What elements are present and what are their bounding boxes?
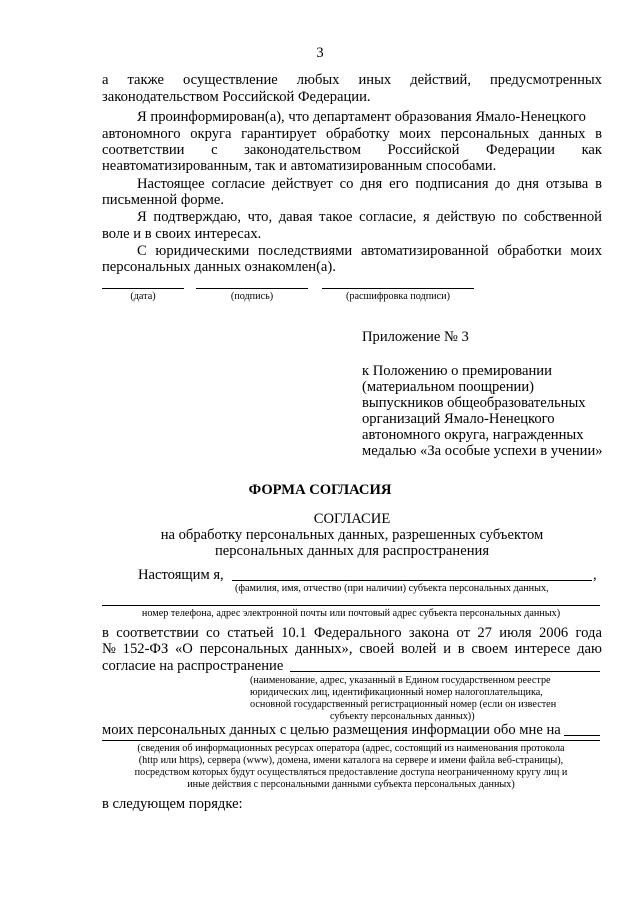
resources-caption: (http или https), сервера (www), домена, имени каталога на сервере и имени файла веб-страницы), <box>138 755 564 766</box>
word: данных», <box>294 641 353 657</box>
word: соответствии <box>116 625 199 641</box>
word: со <box>206 625 220 641</box>
word: как <box>581 142 602 158</box>
word: 10.1 <box>281 625 307 641</box>
word: а <box>102 72 109 88</box>
signature-line <box>196 288 308 289</box>
word: любых <box>296 72 340 88</box>
operator-field[interactable] <box>290 671 600 672</box>
fio-caption: (фамилия, имя, отчество (при наличии) субъекта персональных данных, <box>235 583 549 594</box>
word: с <box>211 142 218 158</box>
decode-caption: (расшифровка подписи) <box>346 291 450 302</box>
appendix-line: к Положению о премировании <box>362 363 552 379</box>
word: осуществление <box>183 72 278 88</box>
resource-field[interactable] <box>564 735 600 736</box>
appendix-line: автономного округа, награжденных <box>362 427 584 443</box>
intro-text: Настоящим я, <box>138 567 224 583</box>
text-line: неавтоматизированным, так и автоматизированным способами. <box>102 158 497 174</box>
word: июля <box>499 625 532 641</box>
word: волей <box>401 641 437 657</box>
resource-field-continued[interactable] <box>102 740 600 741</box>
text-line: Я подтверждаю, что, давая такое согласие, я действую по собственной <box>137 209 602 225</box>
continuation-line <box>102 72 602 88</box>
word: «О <box>175 641 193 657</box>
text-line: законодательством Российской Федерации. <box>102 89 371 105</box>
intro-comma: , <box>593 567 597 583</box>
resources-caption: посредством которых будут осуществляться предоставление доступа неограниченному кругу лиц и <box>134 767 568 778</box>
order-line: в следующем порядке: <box>102 796 243 812</box>
consent-subtitle: персональных данных для распространения <box>214 543 490 559</box>
word: своей <box>359 641 395 657</box>
resources-caption: иные действия с персональными данными субъекта персональных данных) <box>187 779 515 790</box>
word: Федерального <box>313 625 402 641</box>
text-line: Я проинформирован(а), что департамент образования Ямало-Ненецкого <box>137 109 586 125</box>
word: в <box>102 625 109 641</box>
consent-subtitle: на обработку персональных данных, разрешенных субъектом <box>160 527 544 543</box>
word: интересе <box>514 641 571 657</box>
consent-title: СОГЛАСИЕ <box>313 511 391 527</box>
word: года <box>575 625 602 641</box>
resources-caption: (сведения об информационных ресурсах оператора (адрес, состоящий из наименования протокола <box>137 743 565 754</box>
word: и <box>443 641 452 657</box>
text-line: персональных данных ознакомлен(а). <box>102 259 336 275</box>
word: в <box>457 641 465 657</box>
signature-caption: (подпись) <box>230 291 274 302</box>
text-line: воле и в своих интересах. <box>102 226 262 242</box>
word: действий, <box>410 72 471 88</box>
word: Федерации <box>486 142 555 158</box>
text-line: Настоящее согласие действует со дня его подписания до дня отзыва в <box>137 176 602 192</box>
date-line <box>102 288 184 289</box>
contacts-field[interactable] <box>102 605 600 606</box>
word: 2006 <box>538 625 569 641</box>
operator-caption: (наименование, адрес, указанный в Едином государственном реестре <box>250 675 551 686</box>
text-line: С юридическими последствиями автоматизированной обработки моих <box>137 243 602 259</box>
word: 27 <box>477 625 492 641</box>
date-caption: (дата) <box>130 291 156 302</box>
word: 152-ФЗ <box>122 641 169 657</box>
form-heading: ФОРМА СОГЛАСИЯ <box>248 482 392 498</box>
purpose-line: моих персональных данных с целью размещения информации обо мне на <box>102 722 561 738</box>
text-line: автономного округа гарантирует обработку моих персональных данных в <box>102 126 602 142</box>
word: своем <box>471 641 508 657</box>
word: даю <box>577 641 602 657</box>
appendix-line: (материальном поощрении) <box>362 379 535 395</box>
text-line: письменной форме. <box>102 192 225 208</box>
contacts-caption: номер телефона, адрес электронной почты или почтовый адрес субъекта персональных данных) <box>141 608 561 619</box>
law-line: согласие на распространение <box>102 658 284 674</box>
appendix-line: организаций Ямало-Ненецкого <box>362 411 555 427</box>
word: иных <box>358 72 392 88</box>
word: также <box>127 72 164 88</box>
law-line <box>102 625 602 641</box>
word: предусмотренных <box>490 72 602 88</box>
operator-caption: юридических лиц, идентификационный номер налогоплательщика, <box>250 687 543 698</box>
word: № <box>102 641 116 657</box>
word: законодательством <box>244 142 361 158</box>
law-line <box>102 641 602 657</box>
word: соответствии <box>102 142 185 158</box>
decode-line <box>322 288 474 289</box>
word: закона <box>408 625 450 641</box>
word: статьей <box>227 625 274 641</box>
operator-caption: основной государственный регистрационный номер (если он известен <box>250 699 557 710</box>
appendix-line: выпускников общеобразовательных <box>362 395 586 411</box>
operator-caption: субъекту персональных данных)) <box>330 711 475 722</box>
fio-field[interactable] <box>232 580 592 581</box>
word: Российской <box>387 142 460 158</box>
appendix-title: Приложение № 3 <box>362 329 469 345</box>
text-line <box>102 142 602 158</box>
page-number: 3 <box>316 45 324 61</box>
word: персональных <box>199 641 289 657</box>
appendix-line: медалью «За особые успехи в учении» <box>362 443 603 459</box>
word: от <box>456 625 470 641</box>
